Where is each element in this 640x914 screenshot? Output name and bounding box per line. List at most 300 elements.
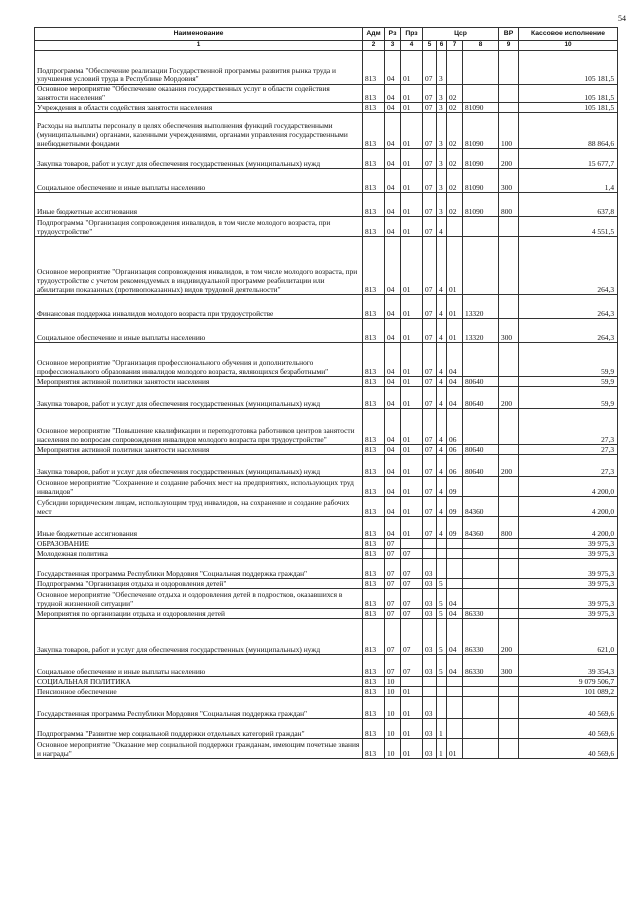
row-rz: 10	[385, 687, 401, 697]
table-row	[35, 103, 618, 113]
row-name: Финансовая поддержка инвалидов молодого возраста при трудоустройстве	[35, 295, 363, 319]
row-csr-1: 07	[423, 149, 437, 169]
header-number-row	[35, 41, 618, 51]
row-csr-4	[463, 549, 499, 559]
row-csr-3: 04	[447, 619, 463, 655]
row-rz: 07	[385, 549, 401, 559]
row-csr-4: 86330	[463, 609, 499, 619]
row-adm: 813	[363, 103, 385, 113]
row-csr-3: 02	[447, 149, 463, 169]
row-rz: 04	[385, 387, 401, 409]
col-num-5: 5	[423, 41, 437, 51]
row-rz: 04	[385, 517, 401, 539]
row-sum: 39 975,3	[519, 589, 618, 609]
row-adm: 813	[363, 409, 385, 445]
row-csr-2: 5	[437, 619, 447, 655]
row-sum: 105 181,5	[519, 103, 618, 113]
row-prz: 07	[401, 549, 423, 559]
row-csr-3: 02	[447, 113, 463, 149]
row-prz: 01	[401, 149, 423, 169]
table-row	[35, 343, 618, 377]
row-csr-3	[447, 51, 463, 85]
row-csr-1: 07	[423, 103, 437, 113]
row-rz: 04	[385, 51, 401, 85]
row-csr-2: 4	[437, 477, 447, 497]
row-csr-2: 3	[437, 103, 447, 113]
table-row	[35, 85, 618, 103]
row-csr-2	[437, 677, 447, 687]
row-name: Подпрограмма "Обеспечение реализации Государственной программы развития рынка труда и улучшения условий труда в Республике Мордовия"	[35, 51, 363, 85]
row-csr-2: 4	[437, 377, 447, 387]
row-sum: 4 200,0	[519, 477, 618, 497]
row-vr	[499, 85, 519, 103]
header-rz: Рз	[385, 28, 401, 41]
row-adm: 813	[363, 739, 385, 759]
row-name: Социальное обеспечение и иные выплаты населению	[35, 655, 363, 677]
row-adm: 813	[363, 677, 385, 687]
row-rz: 07	[385, 559, 401, 579]
row-csr-2	[437, 559, 447, 579]
row-csr-4	[463, 237, 499, 295]
row-csr-4	[463, 539, 499, 549]
row-prz: 01	[401, 103, 423, 113]
table-row	[35, 51, 618, 85]
row-csr-4	[463, 85, 499, 103]
row-csr-1	[423, 539, 437, 549]
row-csr-3	[447, 559, 463, 579]
row-csr-3: 09	[447, 517, 463, 539]
row-rz: 04	[385, 149, 401, 169]
header-vr: ВР	[499, 28, 519, 41]
table-row	[35, 579, 618, 589]
row-csr-1: 07	[423, 169, 437, 193]
row-vr: 300	[499, 169, 519, 193]
header-row	[35, 28, 618, 41]
row-sum: 264,3	[519, 319, 618, 343]
row-csr-4: 86330	[463, 619, 499, 655]
row-csr-1: 03	[423, 609, 437, 619]
row-rz: 04	[385, 409, 401, 445]
row-prz: 07	[401, 619, 423, 655]
row-prz: 01	[401, 719, 423, 739]
row-vr	[499, 217, 519, 237]
row-csr-1: 03	[423, 697, 437, 719]
row-rz: 04	[385, 85, 401, 103]
row-name: Подпрограмма "Организация отдыха и оздоровления детей"	[35, 579, 363, 589]
row-sum: 1,4	[519, 169, 618, 193]
row-csr-3	[447, 687, 463, 697]
row-csr-3: 04	[447, 377, 463, 387]
row-adm: 813	[363, 687, 385, 697]
row-adm: 813	[363, 319, 385, 343]
row-prz: 01	[401, 343, 423, 377]
row-csr-1: 07	[423, 319, 437, 343]
row-csr-1	[423, 677, 437, 687]
row-csr-3: 06	[447, 455, 463, 477]
row-adm: 813	[363, 85, 385, 103]
row-name: Основное мероприятие "Обеспечение отдыха и оздоровления детей в подростков, оказавшихся в трудной жизненной ситуации"	[35, 589, 363, 609]
row-rz: 07	[385, 655, 401, 677]
col-num-6: 6	[437, 41, 447, 51]
table-row	[35, 609, 618, 619]
row-vr: 200	[499, 387, 519, 409]
row-name: Закупка товаров, работ и услуг для обеспечения государственных (муниципальных) нужд	[35, 455, 363, 477]
row-rz: 04	[385, 319, 401, 343]
row-name: СОЦИАЛЬНАЯ ПОЛИТИКА	[35, 677, 363, 687]
row-csr-4: 81090	[463, 193, 499, 217]
row-csr-1: 03	[423, 589, 437, 609]
row-csr-1: 07	[423, 377, 437, 387]
row-rz: 07	[385, 579, 401, 589]
row-name: Закупка товаров, работ и услуг для обеспечения государственных (муниципальных) нужд	[35, 619, 363, 655]
row-adm: 813	[363, 113, 385, 149]
row-csr-2: 5	[437, 655, 447, 677]
row-prz: 01	[401, 409, 423, 445]
row-csr-1: 03	[423, 619, 437, 655]
row-prz: 01	[401, 739, 423, 759]
row-vr: 300	[499, 655, 519, 677]
row-adm: 813	[363, 387, 385, 409]
row-vr: 300	[499, 319, 519, 343]
row-name: Основное мероприятие "Организация профессионального обучения и дополнительного профессионального образования инвалидов молодого возраста, являющихся безработными"	[35, 343, 363, 377]
row-csr-1: 07	[423, 193, 437, 217]
row-vr	[499, 377, 519, 387]
row-prz: 07	[401, 589, 423, 609]
row-vr	[499, 559, 519, 579]
row-adm: 813	[363, 51, 385, 85]
row-sum: 105 181,5	[519, 85, 618, 103]
table-row	[35, 739, 618, 759]
row-adm: 813	[363, 697, 385, 719]
row-csr-2: 1	[437, 719, 447, 739]
row-csr-3: 09	[447, 497, 463, 517]
row-rz: 10	[385, 697, 401, 719]
row-csr-4	[463, 559, 499, 579]
table-row	[35, 295, 618, 319]
row-csr-4	[463, 687, 499, 697]
row-csr-3: 02	[447, 103, 463, 113]
table-row	[35, 497, 618, 517]
row-sum: 40 569,6	[519, 739, 618, 759]
table-row	[35, 113, 618, 149]
row-csr-1: 07	[423, 51, 437, 85]
row-prz: 07	[401, 559, 423, 579]
row-name: Социальное обеспечение и иные выплаты населению	[35, 319, 363, 343]
row-csr-3: 01	[447, 739, 463, 759]
row-rz: 10	[385, 719, 401, 739]
row-sum: 15 677,7	[519, 149, 618, 169]
row-vr	[499, 51, 519, 85]
row-csr-1: 07	[423, 445, 437, 455]
row-name: Мероприятия активной политики занятости населения	[35, 377, 363, 387]
row-csr-3: 01	[447, 237, 463, 295]
table-row	[35, 217, 618, 237]
row-csr-2: 3	[437, 85, 447, 103]
row-adm: 813	[363, 237, 385, 295]
col-num-9: 9	[499, 41, 519, 51]
row-csr-4	[463, 409, 499, 445]
col-num-2: 2	[363, 41, 385, 51]
row-csr-4	[463, 477, 499, 497]
row-rz: 04	[385, 237, 401, 295]
row-name: Подпрограмма "Развитие мер социальной поддержки отдельных категорий граждан"	[35, 719, 363, 739]
col-num-1: 1	[35, 41, 363, 51]
row-csr-3	[447, 579, 463, 589]
row-adm: 813	[363, 455, 385, 477]
row-adm: 813	[363, 477, 385, 497]
row-vr: 200	[499, 455, 519, 477]
row-sum: 637,8	[519, 193, 618, 217]
row-csr-2	[437, 697, 447, 719]
row-csr-1: 07	[423, 497, 437, 517]
row-name: Иные бюджетные ассигнования	[35, 193, 363, 217]
row-prz: 01	[401, 517, 423, 539]
col-num-10: 10	[519, 41, 618, 51]
row-name: Основное мероприятие "Сохранение и создание рабочих мест на предприятиях, использующих труд инвалидов"	[35, 477, 363, 497]
row-adm: 813	[363, 609, 385, 619]
row-name: Социальное обеспечение и иные выплаты населению	[35, 169, 363, 193]
row-rz: 07	[385, 589, 401, 609]
row-vr	[499, 697, 519, 719]
row-csr-2: 5	[437, 609, 447, 619]
row-csr-3	[447, 719, 463, 739]
header-sum: Кассовое исполнение	[519, 28, 618, 41]
row-csr-3	[447, 677, 463, 687]
row-vr	[499, 739, 519, 759]
row-prz: 01	[401, 377, 423, 387]
row-name: Субсидии юридическим лицам, использующим труд инвалидов, на сохранение и создание рабочих мест	[35, 497, 363, 517]
row-csr-2: 4	[437, 409, 447, 445]
row-csr-2: 4	[437, 455, 447, 477]
row-sum: 59,9	[519, 387, 618, 409]
row-name: Иные бюджетные ассигнования	[35, 517, 363, 539]
row-csr-1: 07	[423, 387, 437, 409]
row-adm: 813	[363, 169, 385, 193]
table-row	[35, 169, 618, 193]
row-name: Государственная программа Республики Мордовия "Социальная поддержка граждан"	[35, 559, 363, 579]
row-csr-1: 07	[423, 409, 437, 445]
row-csr-4: 80640	[463, 387, 499, 409]
row-prz	[401, 539, 423, 549]
table-row	[35, 455, 618, 477]
row-csr-1: 03	[423, 739, 437, 759]
row-csr-4	[463, 677, 499, 687]
row-vr: 100	[499, 113, 519, 149]
row-sum: 27,3	[519, 409, 618, 445]
row-prz: 01	[401, 387, 423, 409]
row-prz: 01	[401, 445, 423, 455]
row-adm: 813	[363, 559, 385, 579]
row-csr-2	[437, 539, 447, 549]
row-sum: 4 551,5	[519, 217, 618, 237]
row-csr-4: 81090	[463, 149, 499, 169]
row-rz: 07	[385, 539, 401, 549]
row-adm: 813	[363, 343, 385, 377]
row-rz: 04	[385, 343, 401, 377]
row-rz: 04	[385, 455, 401, 477]
row-csr-3	[447, 549, 463, 559]
row-prz	[401, 677, 423, 687]
row-vr	[499, 687, 519, 697]
row-sum: 39 975,3	[519, 549, 618, 559]
row-adm: 813	[363, 517, 385, 539]
row-name: Подпрограмма "Организация сопровождения инвалидов, в том числе молодого возраста, при трудоустройстве"	[35, 217, 363, 237]
table-row	[35, 589, 618, 609]
row-csr-2: 1	[437, 739, 447, 759]
row-vr	[499, 609, 519, 619]
row-adm: 813	[363, 217, 385, 237]
row-prz: 07	[401, 579, 423, 589]
row-csr-1: 07	[423, 295, 437, 319]
table-row	[35, 319, 618, 343]
row-rz: 07	[385, 619, 401, 655]
table-row	[35, 687, 618, 697]
table-row	[35, 517, 618, 539]
row-csr-3: 02	[447, 169, 463, 193]
row-rz: 04	[385, 477, 401, 497]
row-rz: 04	[385, 445, 401, 455]
header-name: Наименование	[35, 28, 363, 41]
row-vr	[499, 295, 519, 319]
row-csr-4: 13320	[463, 295, 499, 319]
header-prz: Прз	[401, 28, 423, 41]
row-rz: 04	[385, 295, 401, 319]
row-csr-3: 04	[447, 609, 463, 619]
row-csr-1: 07	[423, 85, 437, 103]
row-csr-4: 81090	[463, 113, 499, 149]
row-name: Молодежная политика	[35, 549, 363, 559]
row-csr-1: 07	[423, 455, 437, 477]
row-prz: 01	[401, 193, 423, 217]
row-name: Закупка товаров, работ и услуг для обеспечения государственных (муниципальных) нужд	[35, 149, 363, 169]
row-adm: 813	[363, 589, 385, 609]
row-csr-2: 4	[437, 497, 447, 517]
row-csr-2: 4	[437, 295, 447, 319]
row-vr: 200	[499, 149, 519, 169]
row-prz: 01	[401, 687, 423, 697]
row-rz: 04	[385, 217, 401, 237]
col-num-7: 7	[447, 41, 463, 51]
row-csr-4: 81090	[463, 103, 499, 113]
row-vr: 800	[499, 517, 519, 539]
row-prz: 01	[401, 51, 423, 85]
row-sum: 40 569,6	[519, 697, 618, 719]
table-row	[35, 677, 618, 687]
row-vr	[499, 677, 519, 687]
row-vr	[499, 549, 519, 559]
row-sum: 40 569,6	[519, 719, 618, 739]
row-sum: 4 200,0	[519, 497, 618, 517]
row-name: Учреждения в области содействия занятости населения	[35, 103, 363, 113]
row-csr-4: 80640	[463, 455, 499, 477]
row-csr-2: 4	[437, 517, 447, 539]
row-csr-2: 3	[437, 193, 447, 217]
row-name: Пенсионное обеспечение	[35, 687, 363, 697]
row-sum: 621,0	[519, 619, 618, 655]
row-csr-1	[423, 549, 437, 559]
row-sum: 39 975,3	[519, 609, 618, 619]
row-sum: 27,3	[519, 455, 618, 477]
row-csr-2: 4	[437, 319, 447, 343]
row-vr	[499, 445, 519, 455]
row-csr-3: 01	[447, 295, 463, 319]
row-csr-2: 5	[437, 589, 447, 609]
row-vr	[499, 103, 519, 113]
row-prz: 01	[401, 497, 423, 517]
row-csr-3: 06	[447, 445, 463, 455]
row-rz: 04	[385, 169, 401, 193]
row-csr-1: 07	[423, 217, 437, 237]
header-csr: Цср	[423, 28, 499, 41]
row-csr-2: 4	[437, 343, 447, 377]
row-csr-3: 01	[447, 319, 463, 343]
row-name: Закупка товаров, работ и услуг для обеспечения государственных (муниципальных) нужд	[35, 387, 363, 409]
row-rz: 07	[385, 609, 401, 619]
row-prz: 01	[401, 113, 423, 149]
row-sum: 39 975,3	[519, 539, 618, 549]
row-csr-1: 07	[423, 113, 437, 149]
row-csr-4	[463, 51, 499, 85]
row-csr-1: 03	[423, 579, 437, 589]
row-prz: 07	[401, 609, 423, 619]
row-sum: 264,3	[519, 295, 618, 319]
row-csr-4: 84360	[463, 517, 499, 539]
row-csr-2: 3	[437, 149, 447, 169]
row-adm: 813	[363, 377, 385, 387]
row-sum: 4 200,0	[519, 517, 618, 539]
row-prz: 01	[401, 217, 423, 237]
row-sum: 59,9	[519, 343, 618, 377]
row-sum: 27,3	[519, 445, 618, 455]
row-prz: 01	[401, 455, 423, 477]
row-name: Основное мероприятие "Обеспечение оказания государственных услуг в области содействия занятости населения"	[35, 85, 363, 103]
table-row	[35, 387, 618, 409]
row-csr-1: 03	[423, 655, 437, 677]
row-csr-3	[447, 539, 463, 549]
table-row	[35, 445, 618, 455]
row-adm: 813	[363, 549, 385, 559]
row-rz: 04	[385, 113, 401, 149]
row-csr-4: 81090	[463, 169, 499, 193]
row-vr	[499, 719, 519, 739]
row-prz: 01	[401, 85, 423, 103]
row-adm: 813	[363, 497, 385, 517]
row-vr	[499, 579, 519, 589]
col-num-8: 8	[463, 41, 499, 51]
row-csr-4	[463, 589, 499, 609]
row-rz: 04	[385, 377, 401, 387]
row-vr	[499, 343, 519, 377]
row-csr-2	[437, 549, 447, 559]
row-prz: 07	[401, 655, 423, 677]
table-row	[35, 719, 618, 739]
row-csr-4	[463, 697, 499, 719]
table-row	[35, 619, 618, 655]
page-number: 54	[618, 14, 626, 23]
row-sum: 105 181,5	[519, 51, 618, 85]
row-csr-2: 3	[437, 51, 447, 85]
row-csr-4: 80640	[463, 377, 499, 387]
table-row	[35, 539, 618, 549]
row-rz: 04	[385, 193, 401, 217]
row-vr	[499, 237, 519, 295]
row-csr-1: 07	[423, 477, 437, 497]
row-name: Государственная программа Республики Мордовия "Социальная поддержка граждан"	[35, 697, 363, 719]
header-adm: Адм	[363, 28, 385, 41]
table-row	[35, 149, 618, 169]
row-sum: 59,9	[519, 377, 618, 387]
row-rz: 10	[385, 677, 401, 687]
